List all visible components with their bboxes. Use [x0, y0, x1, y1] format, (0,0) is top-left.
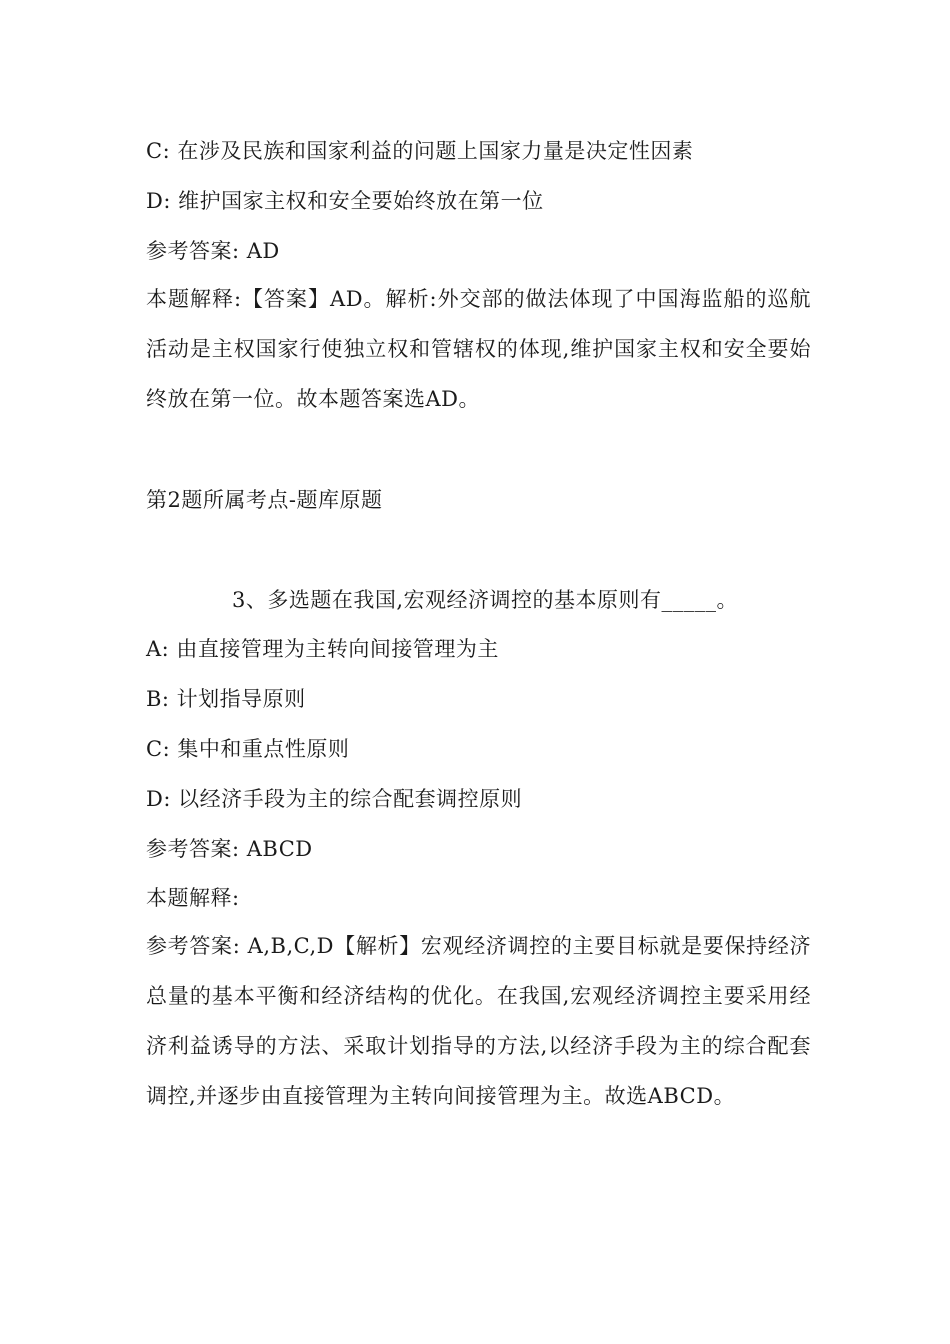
- q2-explanation: 本题解释:【答案】AD。解析:外交部的做法体现了中国海监船的巡航活动是主权国家行使独立权和管辖权的体现,维护国家主权和安全要始终放在第一位。故本题答案选AD。: [146, 287, 811, 411]
- q2-topic: 第2题所属考点-题库原题: [146, 488, 383, 512]
- q3-option-c: C: 集中和重点性原则: [146, 737, 350, 761]
- q2-option-d: D: 维护国家主权和安全要始终放在第一位: [146, 189, 544, 213]
- q2-answer: 参考答案: AD: [146, 239, 280, 263]
- q2-option-c: C: 在涉及民族和国家利益的问题上国家力量是决定性因素: [146, 139, 694, 163]
- q3-answer: 参考答案: ABCD: [146, 837, 313, 861]
- q3-question: 3、多选题在我国,宏观经济调控的基本原则有_____。: [232, 588, 739, 612]
- q3-explanation-label: 本题解释:: [146, 886, 240, 910]
- q3-option-d: D: 以经济手段为主的综合配套调控原则: [146, 787, 523, 811]
- q3-option-b: B: 计划指导原则: [146, 687, 306, 711]
- q3-explanation: 参考答案: A,B,C,D【解析】宏观经济调控的主要目标就是要保持经济总量的基本平衡和经济结构的优化。在我国,宏观经济调控主要采用经济利益诱导的方法、采取计划指导的方法,以经济手段为主的综合配套调控,并逐步由直接管理为主转向间接管理为主。故选ABCD。: [146, 934, 811, 1108]
- q3-option-a: A: 由直接管理为主转向间接管理为主: [146, 637, 499, 661]
